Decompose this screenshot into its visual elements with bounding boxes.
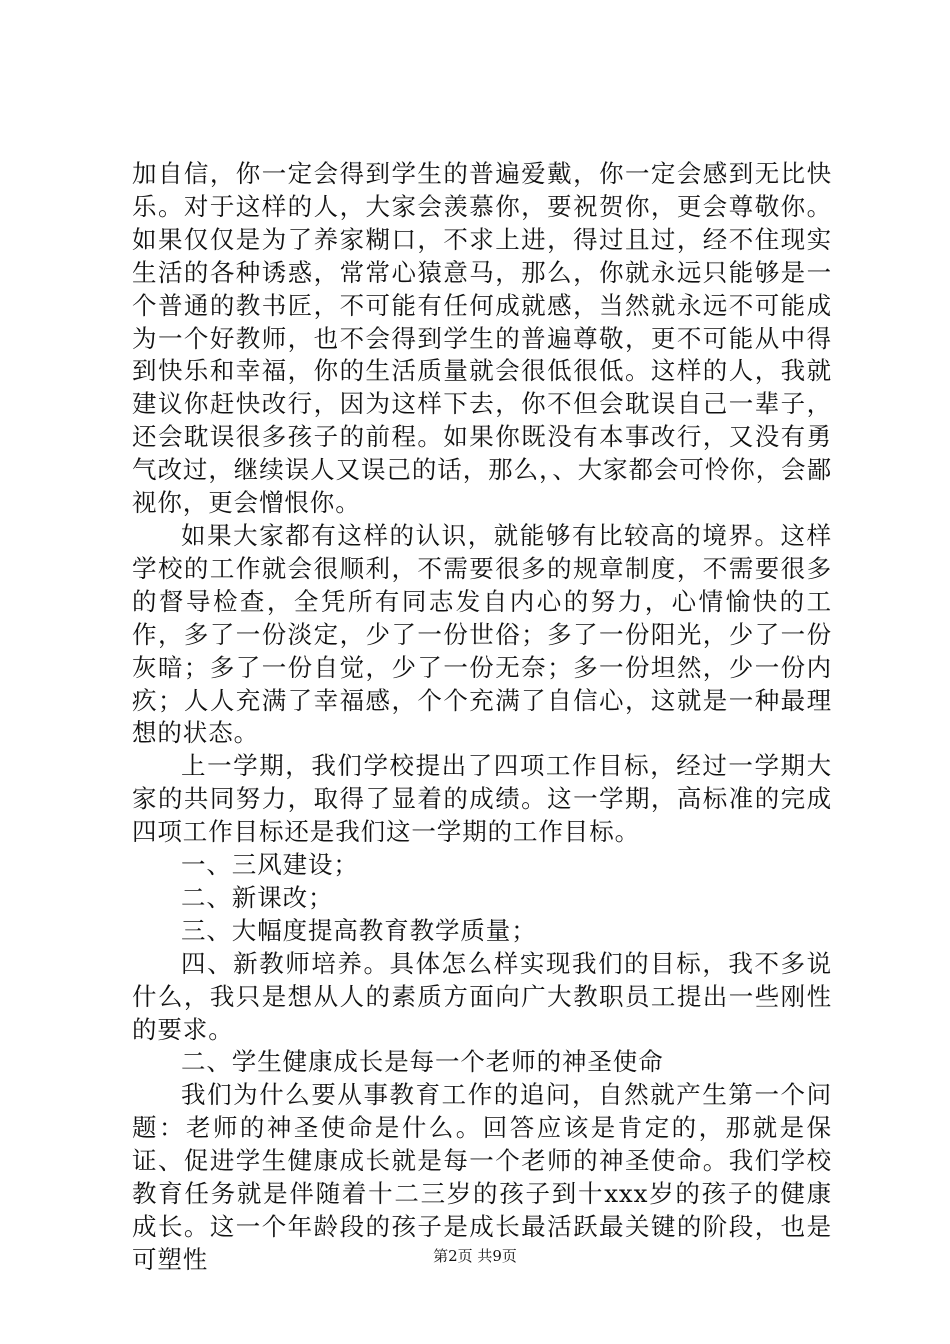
section-heading: 二、学生健康成长是每一个老师的神圣使命 bbox=[181, 1047, 664, 1077]
list-item-3: 三、大幅度提高教育教学质量； bbox=[181, 915, 537, 945]
page-number-footer: 第2页 共9页 bbox=[433, 1247, 517, 1265]
paragraph-4: 我们为什么要从事教育工作的追问，自然就产生第一个问题：老师的神圣使命是什么。回答应该是肯定的，那就是保证、促进学生健康成长就是每一个老师的神圣使命。我们学校教育任务就是伴随着十二三岁的孩子到十xxx岁的孩子的健康成长。这一个年龄段的孩子是成长最活跃最关键的阶段，也是可塑性 bbox=[132, 1080, 832, 1274]
list-item-4: 四、新教师培养。具体怎么样实现我们的目标，我不多说什么，我只是想从人的素质方面向广大教职员工提出一些刚性的要求。 bbox=[132, 948, 832, 1044]
list-item-1: 一、三风建设； bbox=[181, 850, 359, 880]
body-text bbox=[132, 158, 832, 1277]
paragraph-2: 如果大家都有这样的认识，就能够有比较高的境界。这样学校的工作就会很顺利，不需要很多的规章制度，不需要很多的督导检查，全凭所有同志发自内心的努力，心情愉快的工作，多了一份淡定，少了一份世俗；多了一份阳光，少了一份灰暗；多了一份自觉，少了一份无奈；多一份坦然，少一份内疚；人人充满了幸福感，个个充满了自信心，这就是一种最理想的状态。 bbox=[132, 520, 832, 748]
paragraph-1: 加自信，你一定会得到学生的普遍爱戴，你一定会感到无比快乐。对于这样的人，大家会羡慕你，要祝贺你，更会尊敬你。如果仅仅是为了养家糊口，不求上进，得过且过，经不住现实生活的各种诱惑，常常心猿意马，那么，你就永远只能够是一个普通的教书匠，不可能有任何成就感，当然就永远不可能成为一个好教师，也不会得到学生的普遍尊敬，更不可能从中得到快乐和幸福，你的生活质量就会很低很低。这样的人，我就建议你赶快改行，因为这样下去，你不但会耽误自己一辈子，还会耽误很多孩子的前程。如果你既没有本事改行，又没有勇气改过，继续误人又误己的话，那么，、大家都会可怜你，会鄙视你，更会憎恨你。 bbox=[132, 159, 832, 518]
paragraph-3: 上一学期，我们学校提出了四项工作目标，经过一学期大家的共同努力，取得了显着的成绩。这一学期，高标准的完成四项工作目标还是我们这一学期的工作目标。 bbox=[132, 751, 832, 847]
list-item-2: 二、新课改； bbox=[181, 882, 334, 912]
